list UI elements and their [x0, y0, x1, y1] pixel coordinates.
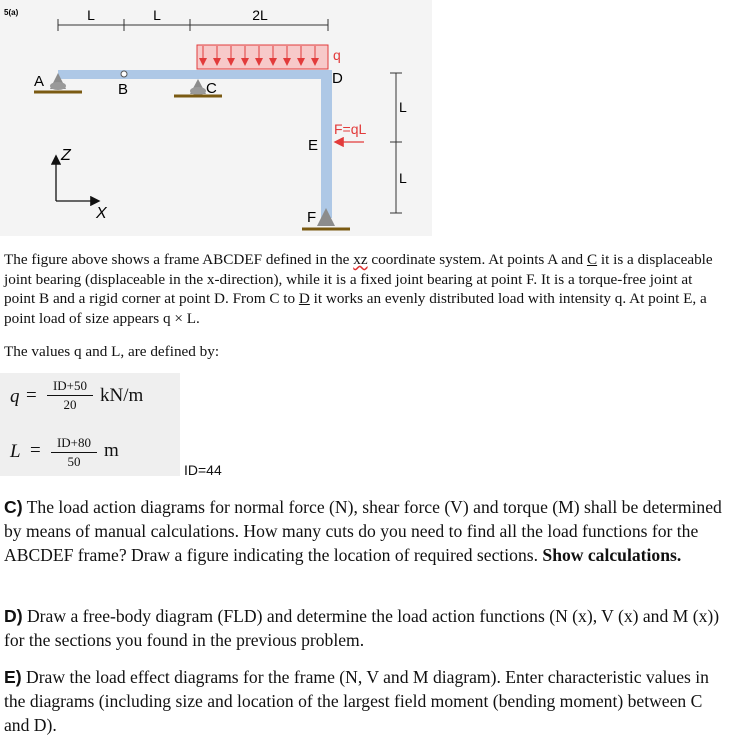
- hinge-b: [121, 71, 127, 77]
- question-e: [4, 665, 728, 737]
- l-fraction: [51, 435, 97, 470]
- desc-d: D: [298, 290, 310, 307]
- problem-description: [4, 250, 726, 328]
- point-b-label: B: [118, 81, 129, 98]
- desc-text-1: The figure above shows a frame ABCDEF defined in the: [4, 251, 354, 268]
- frame-diagram-svg: [0, 0, 432, 236]
- desc-text-2: coordinate system. At points A and: [367, 251, 587, 268]
- figure-label: 5(a): [4, 8, 19, 17]
- question-d: [4, 604, 728, 652]
- dim-label-cd: 2L: [252, 7, 268, 23]
- point-d-label: D: [332, 70, 343, 87]
- point-c-label: C: [206, 80, 217, 97]
- question-c-label: C): [4, 497, 23, 517]
- dim-label-ab: L: [87, 7, 95, 23]
- values-intro: The values q and L, are defined by:: [4, 343, 220, 360]
- formula-box: [0, 373, 180, 476]
- axis-z-label: Z: [61, 147, 71, 164]
- q-unit: kN/m: [100, 385, 144, 406]
- point-f-label: F: [307, 209, 317, 226]
- q-numerator: ID+50: [47, 378, 93, 396]
- desc-xz: xz: [353, 251, 368, 268]
- question-d-label: D): [4, 606, 23, 626]
- l-variable: L: [10, 441, 21, 462]
- dim-label-bc: L: [153, 7, 161, 23]
- question-e-text: Draw the load effect diagrams for the frame (N, V and M diagram). Enter characteristic values in the diagrams (including size and location of the largest field moment (bending moment) between C and D).: [4, 667, 709, 735]
- question-c-text: The load action diagrams for normal force (N), shear force (V) and torque (M) shall be determined by means of manual calculations. How many cuts do you need to find all the load functions for the ABCDEF frame? Draw a figure indicating the location of required sections.: [4, 497, 722, 565]
- desc-text-3: it is a displaceable joint bearing (displaceable in the x-direction), while it is a fixed joint bearing at point F. It is a torque-free joint at point B and a rigid corner at point D. From C to: [4, 251, 713, 307]
- axis-x-label: X: [96, 205, 107, 222]
- question-c-bold: Show calculations.: [542, 545, 682, 565]
- q-equals: =: [26, 385, 37, 406]
- question-d-text: Draw a free-body diagram (FLD) and determine the load action functions (N (x), V (x) and M (x)) for the sections you found in the previous problem.: [4, 606, 720, 650]
- distributed-load: [197, 45, 328, 69]
- l-unit: m: [104, 440, 119, 461]
- dim-label-ef: L: [399, 170, 407, 186]
- horizontal-beam: [58, 70, 332, 79]
- dim-label-de: L: [399, 99, 407, 115]
- point-e-label: E: [308, 137, 319, 154]
- vertical-column: [321, 70, 332, 218]
- point-load-label: F=qL: [334, 121, 367, 137]
- top-dimension-line: [58, 19, 328, 31]
- question-e-label: E): [4, 667, 22, 687]
- l-equals: =: [30, 440, 41, 461]
- load-label: q: [333, 47, 341, 63]
- id-value: ID=44: [184, 462, 222, 478]
- q-variable: q: [10, 386, 20, 407]
- l-numerator: ID+80: [51, 435, 97, 453]
- right-dimension-line: [390, 73, 402, 213]
- point-a-label: A: [34, 73, 45, 90]
- frame-figure: [0, 0, 432, 236]
- desc-c: C: [586, 251, 598, 268]
- desc-text-4: it works an evenly distributed load with intensity q. At point E, a point load of size appears q × L.: [4, 290, 707, 327]
- question-c: [4, 495, 728, 567]
- q-denominator: 20: [63, 397, 77, 412]
- q-fraction: [47, 378, 93, 413]
- l-denominator: 50: [67, 454, 81, 469]
